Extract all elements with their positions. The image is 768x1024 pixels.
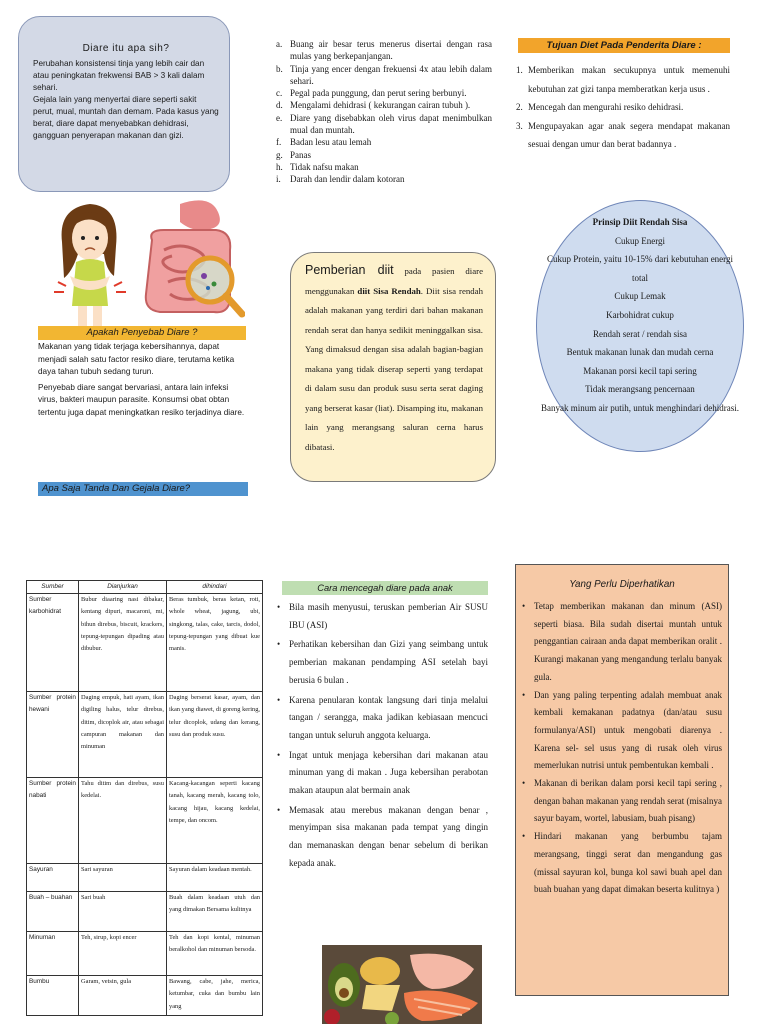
prevention-item: • Karena penularan kontak langsung dari tinja melalui tangan / serangga, maka jadikan kebiasaan mencuci tangan untuk seluruh anggota keluarga. xyxy=(276,692,488,745)
avoid-cell: Teh dan kopi kental, minuman beralkohol dan minuman bersoda. xyxy=(167,932,263,976)
attention-item: • Dan yang paling terpenting adalah membuat anak kembali kemakanan padatnya (dan/atau susu formulanya/ASI) untuk mengobati diarenya . Karena sel- sel usus yang di rusak oleh virus memerlukan nutrisi untuk pembentukan kembali . xyxy=(522,687,722,776)
diet-explanation-box xyxy=(290,252,496,482)
attention-box xyxy=(515,564,729,996)
principle-item: Rendah serat / rendah sisa xyxy=(593,328,687,339)
column-header: Sumber xyxy=(27,581,79,594)
girl-figure xyxy=(54,204,126,326)
list-item-text: Diare yang disebabkan oleh virus dapat menimbulkan mual dan muntah. xyxy=(290,112,492,136)
list-marker: g. xyxy=(276,149,283,160)
symptom-item xyxy=(276,173,492,185)
food-source-cell: Minuman xyxy=(27,932,79,976)
principle-item: Bentuk makanan lunak dan mudah cerna xyxy=(566,347,714,358)
list-marker: f. xyxy=(276,137,282,148)
attention-title: Yang Perlu Diperhatikan xyxy=(569,579,675,590)
symptom-item xyxy=(276,149,492,161)
cause-banner: Apakah Penyebab Diare ? xyxy=(38,326,246,340)
attention-item: • Tetap memberikan makanan dan minum (ASI) seperti biasa. Bila sudah disertai muntah untuk penggantian cairaan anda dapat memberikan oralit . Kurangi makanan yang mengandung terlalu banyak gula. xyxy=(522,598,722,687)
signs-banner: Apa Saja Tanda Dan Gejala Diare? xyxy=(38,482,248,496)
prevention-banner: Cara mencegah diare pada anak xyxy=(282,581,488,595)
prevention-item: • Bila masih menyusui, teruskan pemberian Air SUSU IBU (ASI) xyxy=(276,599,488,634)
list-marker: i. xyxy=(276,174,281,185)
list-marker: 2. xyxy=(516,102,523,112)
food-recommendation-table xyxy=(26,580,263,1016)
intro-paragraph-1: Perubahan konsistensi tinja yang lebih cair dan atau peningkatan frekwensi BAB > 3 kali dalam sehari. xyxy=(33,59,205,92)
table-row xyxy=(27,864,263,892)
diarrhea-illustration xyxy=(40,190,245,330)
diet-goals-banner: Tujuan Diet Pada Penderita Diare : xyxy=(518,38,730,53)
list-marker: 1. xyxy=(516,65,523,75)
recommended-cell: Sari buah xyxy=(79,892,167,932)
diet-goals-list xyxy=(516,61,730,154)
list-item-text: Mengupayakan agar anak segera mendapat makanan sesuai dengan umur dan berat badannya . xyxy=(528,120,730,149)
attention-list xyxy=(522,598,722,899)
principle-item: Cukup Lemak xyxy=(614,291,666,302)
recommended-cell: Garam, vetsin, gula xyxy=(79,976,167,1016)
prevention-list xyxy=(276,599,488,875)
avoid-cell: Bawang, cabe, jahe, merica, ketumbar, cuka dan bumbu lain yang xyxy=(167,976,263,1016)
healthy-food-photo xyxy=(322,945,482,1024)
symptom-item xyxy=(276,63,492,88)
food-source-cell: Buah – buahan xyxy=(27,892,79,932)
intro-paragraph-2: Gejala lain yang menyertai diare seperti sakit perut, mual, muntah dan demam. Pada kasus yang berat, diare dapat menyebabkan dehidrasi, gangguan penyerapan makanan dan gizi. xyxy=(33,95,219,140)
avoid-cell: Sayuran dalam keadaan mentah. xyxy=(167,864,263,892)
list-item-text: Panas xyxy=(290,149,311,160)
cause-paragraph-2: Penyebab diare sangat bervariasi, antara lain infeksi virus, bakteri maupun parasite. Konsumsi obat obtan tertentu juga dapat meningkatkan resiko terjadinya diare. xyxy=(38,382,245,417)
list-item-text: Darah dan lendir dalam kotoran xyxy=(290,174,405,185)
food-source-cell: Sumber protein nabati xyxy=(27,778,79,864)
intro-box xyxy=(18,16,230,192)
recommended-cell: Daging empuk, hati ayam, ikan digiling halus, telur direbus, ditim, dicoplok air, atau sebagai campuran makanan dan minuman xyxy=(79,692,167,778)
table-row xyxy=(27,594,263,692)
prevention-item: • Perhatikan kebersihan dan Gizi yang seimbang untuk pemberian makanan pendamping ASI setelah bayi berusia 6 bulan . xyxy=(276,636,488,689)
principle-item: Banyak minum air putih, untuk menghindari dehidrasi. xyxy=(541,402,739,413)
cause-text xyxy=(38,341,250,420)
symptom-item xyxy=(276,161,492,173)
food-source-cell: Sayuran xyxy=(27,864,79,892)
principle-item: Makanan porsi kecil tapi sering xyxy=(583,365,697,376)
avoid-cell: Beras tumbuk, beras ketan, roti, whole wheat, jagung, ubi, singkong, talas, cake, tarcis, dodol, tepung-tepungan yang dibuat kue manis. xyxy=(167,594,263,692)
attention-item: • Hindari makanan yang berbumbu tajam merangsang, tinggi serat dan mengandung gas (missal sayuran kol, bunga kol sawi buah apel dan buah buahan yang dapat dimakan beserta kulitnya ) xyxy=(522,828,722,899)
diet-goal-item xyxy=(516,61,730,98)
table-header-row xyxy=(27,581,263,594)
food-source-cell: Sumber protein hewani xyxy=(27,692,79,778)
list-marker: a. xyxy=(276,39,283,49)
list-marker: h. xyxy=(276,161,283,172)
principle-item: Tidak merangsang pencernaan xyxy=(585,384,695,395)
diet-explanation-text: Pemberian diit pada pasien diare menggunakan diit Sisa Rendah. Diit sisa rendah adalah makanan yang terdiri dari bahan makanan rendah serat dan hanya sedikit meninggalkan sisa. Yang dimaksud dengan sisa adalah bagian-bagian makana yang tidak diserap seperti yang terdapat di dalam susu dan produk susu serta serat daging yang berserat kasar (liat). Disamping itu, makanan lain yang merangsang saluran cerna harus dibatasi. xyxy=(305,263,483,452)
diet-goal-item xyxy=(516,117,730,154)
table-row xyxy=(27,976,263,1016)
diet-explanation-heading: Pemberian diit xyxy=(305,263,394,277)
food-source-cell: Sumber karbohidrat xyxy=(27,594,79,692)
attention-item: • Makanan di berikan dalam porsi kecil tapi sering , dengan bahan makanan yang rendah serat (misalnya sayur bayam, wortel, labusiam, buah pisang) xyxy=(522,775,722,828)
symptom-item xyxy=(276,87,492,99)
table-row xyxy=(27,778,263,864)
column-header: Dianjurkan xyxy=(79,581,167,594)
prevention-item: • Ingat untuk menjaga kebersihan dari makanan atau minuman yang di makan . Juga kebersihan perabotan makan ataupun alat bermain anak xyxy=(276,747,488,800)
list-marker: c. xyxy=(276,88,283,99)
list-marker: e. xyxy=(276,112,283,123)
principle-item: Karbohidrat cukup xyxy=(606,309,674,320)
recommended-cell: Tahu ditim dan direbus, susu kedelai. xyxy=(79,778,167,864)
recommended-cell: Sari sayuran xyxy=(79,864,167,892)
list-item-text: Memberikan makan secukupnya untuk memenuhi kebutuhan zat gizi tanpa memberatkan kerja usus . xyxy=(528,65,730,94)
list-marker: d. xyxy=(276,100,283,111)
list-item-text: Tinja yang encer dengan frekuensi 4x atau lebih dalam sehari. xyxy=(290,63,492,86)
list-item-text: Mengalami dehidrasi ( kekurangan cairan tubuh ). xyxy=(290,100,471,111)
symptom-item xyxy=(276,112,492,137)
symptoms-list xyxy=(276,38,492,186)
list-marker: b. xyxy=(276,63,283,74)
diet-principles-title: Prinsip Diit Rendah Sisa xyxy=(592,217,688,227)
table-row xyxy=(27,692,263,778)
table-row xyxy=(27,892,263,932)
cause-paragraph-1: Makanan yang tidak terjaga kebersihannya, dapat menjadi salah satu factor resiko diare, terutama ketika daya tahan tubuh sedang turun. xyxy=(38,342,235,377)
recommended-cell: Bubur diaaring nasi dibakar, kentang dipuri, macaroni, mi, bihun direbus, biscuit, krackers, tepung-tepungan dipading atau dibubur. xyxy=(79,594,167,692)
list-item-text: Badan lesu atau lemah xyxy=(290,137,372,148)
avoid-cell: Buah dalam keadaan utuh dan yang dimakan Bersama kulitnya xyxy=(167,892,263,932)
avoid-cell: Kacang-kacangan seperti kacang tanah, kacang merah, kacang tolo, kacang hijau, kacang kedelai, tempe, dan oncom. xyxy=(167,778,263,864)
food-source-cell: Bumbu xyxy=(27,976,79,1016)
symptom-item xyxy=(276,38,492,63)
avoid-cell: Daging berserat kasar, ayam, dan ikan yang diawet, di goreng kering, telur dicoplok, udang dan kerang, susu dan produk susu. xyxy=(167,692,263,778)
principle-item: Cukup Energi xyxy=(614,235,666,246)
diet-name: diit Sisa Rendah xyxy=(357,285,421,296)
diet-goal-item xyxy=(516,98,730,117)
symptom-item xyxy=(276,136,492,148)
list-item-text: Tidak nafsu makan xyxy=(290,161,359,172)
column-header: dihindari xyxy=(167,581,263,594)
recommended-cell: Teh, sirup, kopi encer xyxy=(79,932,167,976)
diet-principles-content xyxy=(538,213,742,418)
list-item-text: Buang air besar terus menerus disertai dengan rasa mulas yang berkepanjangan. xyxy=(290,39,492,62)
table-row xyxy=(27,932,263,976)
symptom-item xyxy=(276,99,492,111)
intro-title: Diare itu apa sih? xyxy=(82,43,170,54)
list-item-text: Mencegah dan mengurahi resiko dehidrasi. xyxy=(528,102,684,112)
list-item-text: Pegal pada punggung, dan perut sering berbunyi. xyxy=(290,88,467,99)
principle-item: Cukup Protein, yaitu 10-15% dari kebutuhan energi total xyxy=(546,254,734,283)
prevention-item: • Memasak atau merebus makanan dengan benar , menyimpan sisa makanan pada tempat yang dingin dan memanaskan dengan benar sebelum di berikan kepada anak. xyxy=(276,802,488,873)
intestine-graphic xyxy=(146,200,242,314)
list-marker: 3. xyxy=(516,120,523,131)
